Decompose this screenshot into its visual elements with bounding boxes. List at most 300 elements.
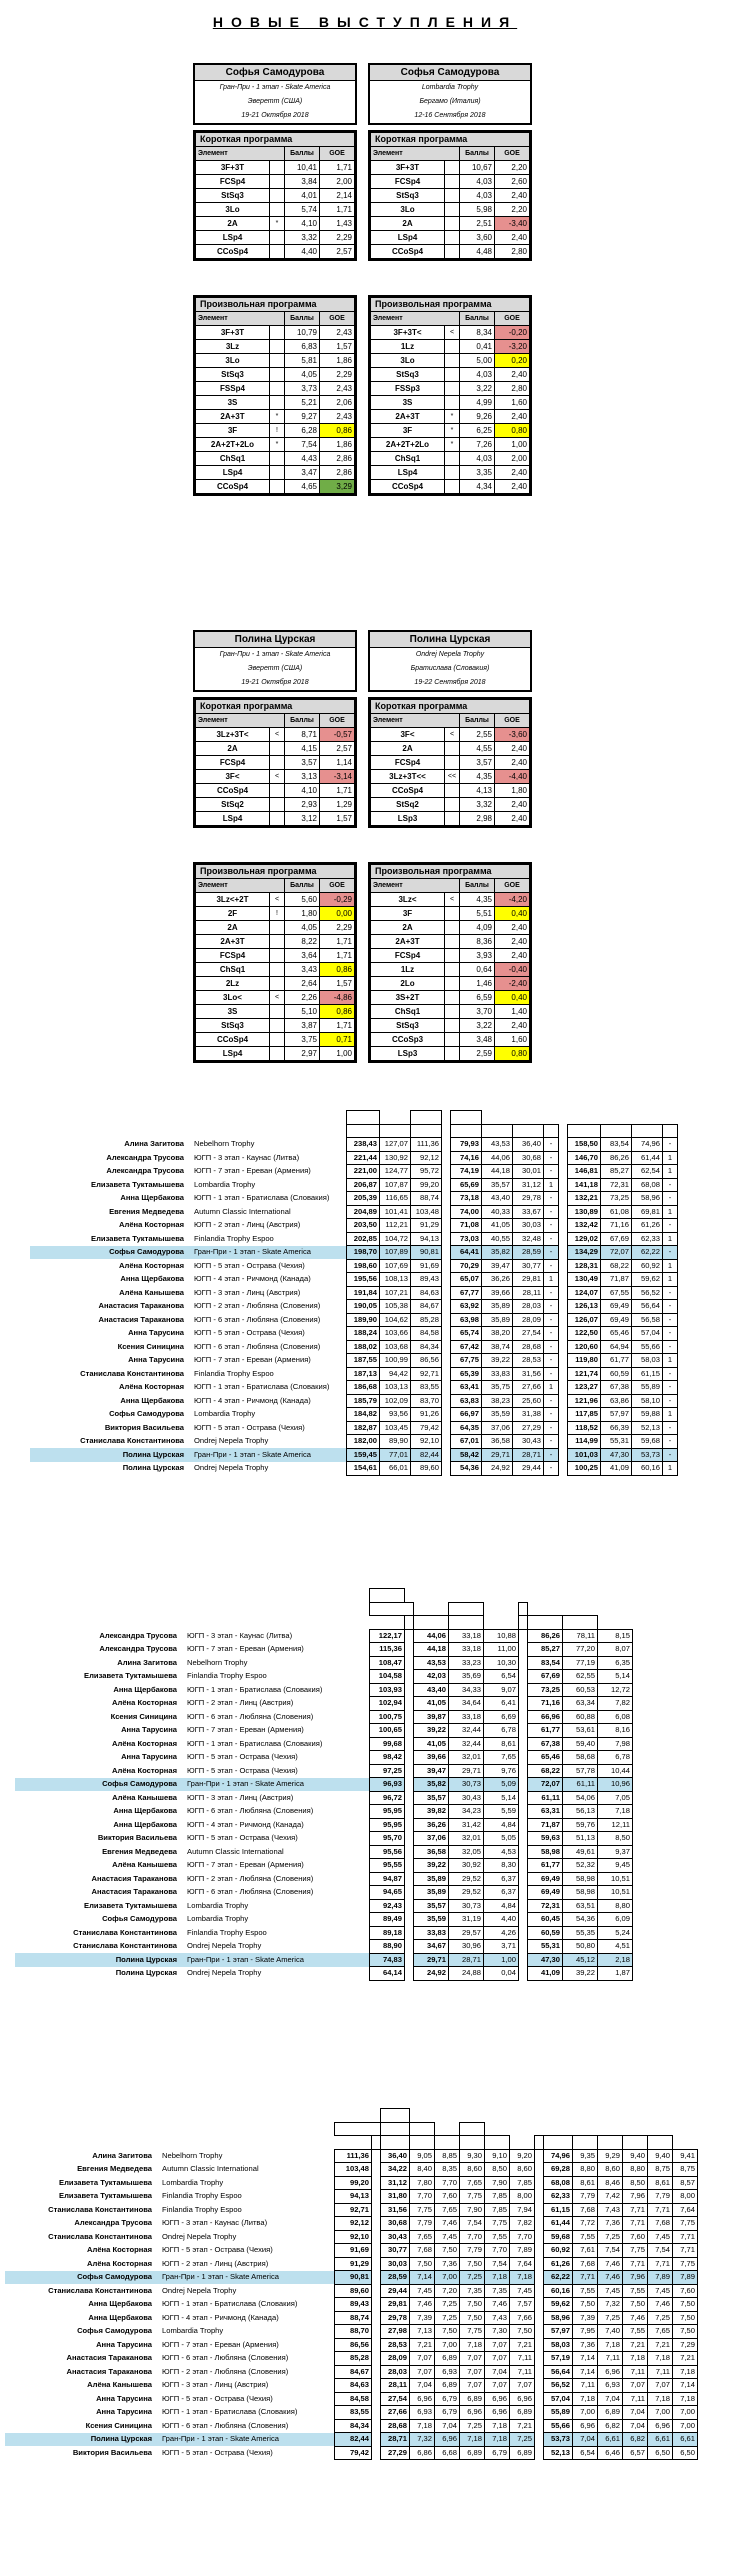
event-place: Эверетт (США) [247, 665, 303, 672]
value-cell: 33,18 [449, 1710, 484, 1724]
value-cell: 158,50 [568, 1138, 601, 1152]
value-cell: 29,78 [381, 2311, 410, 2325]
element-row [371, 175, 530, 189]
value-cell: 96,72 [370, 1791, 405, 1805]
value-cell: 1 [544, 1381, 559, 1395]
value-cell: 121,74 [568, 1367, 601, 1381]
spacer [15, 1616, 370, 1630]
column-gap [519, 1818, 528, 1832]
column-gap [405, 1778, 414, 1792]
element-code: 2A [196, 217, 270, 231]
event-name: Lombardia Trophy [162, 2177, 224, 2187]
athlete-name: Анна Тарусина [96, 2393, 152, 2403]
value-cell: 33,67 [513, 1205, 544, 1219]
athlete-name: Ксения Синицина [110, 1711, 177, 1721]
value-cell: 8,60 [510, 2163, 535, 2177]
value-cell: 7,71 [648, 2257, 673, 2271]
element-goe: 1,86 [320, 438, 355, 452]
value-cell: 42,03 [414, 1670, 449, 1684]
element-header: Элемент [196, 879, 285, 893]
value-cell: 10,30 [484, 1656, 519, 1670]
value-cell: 68,22 [601, 1259, 632, 1273]
value-cell: 79,93 [451, 1138, 482, 1152]
value-cell: 24,92 [482, 1462, 513, 1476]
value-cell: 100,25 [568, 1462, 601, 1476]
element-goe: 2,40 [495, 756, 530, 770]
value-cell: 89,60 [411, 1462, 442, 1476]
spacer [5, 2136, 335, 2150]
value-cell: 27,98 [381, 2325, 410, 2339]
element-row [196, 921, 355, 935]
value-cell: - [544, 1300, 559, 1314]
event-name: ЮГП - 3 этап - Каунас (Литва) [194, 1152, 300, 1162]
element-mark [445, 1019, 460, 1033]
value-cell: - [544, 1165, 559, 1179]
element-mark: * [445, 410, 460, 424]
section-title: Произвольная программа [196, 865, 355, 879]
value-cell: 69,49 [528, 1872, 563, 1886]
element-mark [270, 756, 285, 770]
event-name: ЮГП - 3 этап - Линц (Австрия) [162, 2380, 269, 2389]
element-points: 4,05 [285, 368, 320, 382]
column-gap [559, 1354, 568, 1368]
element-mark: * [270, 410, 285, 424]
element-mark: < [445, 893, 460, 907]
value-cell: 7,11 [623, 2392, 648, 2406]
table-row [5, 2271, 698, 2285]
value-cell: 102,09 [380, 1394, 411, 1408]
element-row [196, 410, 355, 424]
value-cell: - [663, 1178, 678, 1192]
technique.headers.goe [449, 1616, 484, 1630]
value-cell: 29,57 [449, 1926, 484, 1940]
components.headers.all [535, 2136, 544, 2150]
value-cell: 4,40 [484, 1913, 519, 1927]
short-program-table [368, 130, 532, 261]
value-cell: 198,60 [347, 1259, 380, 1273]
goe-header: GOE [320, 714, 355, 728]
value-cell: 7,68 [573, 2257, 598, 2271]
value-cell: 60,59 [601, 1367, 632, 1381]
value-cell: 12,72 [598, 1683, 633, 1697]
spacer [15, 1589, 370, 1603]
value-cell: 44,18 [414, 1643, 449, 1657]
value-cell: 40,33 [482, 1205, 513, 1219]
column-gap [442, 1313, 451, 1327]
element-row [196, 161, 355, 175]
value-cell: 7,18 [573, 2392, 598, 2406]
spacer [30, 1124, 347, 1138]
value-cell: 121,96 [568, 1394, 601, 1408]
athlete-name: Софья Самодурова [102, 1914, 177, 1923]
event-name: ЮГП - 4 этап - Ричмонд (Канада) [187, 1819, 304, 1829]
element-row [371, 1047, 530, 1061]
value-cell: 182,87 [347, 1421, 380, 1435]
table-row [30, 1394, 678, 1408]
value-cell: 7,46 [410, 2298, 435, 2312]
value-cell: 119,80 [568, 1354, 601, 1368]
athlete-name: Анна Тарусина [121, 1752, 177, 1761]
event-name: Autumn Classic International [187, 1846, 284, 1856]
element-code: 2F [196, 907, 270, 921]
element-code: 2A+2T+2Lo [196, 438, 270, 452]
value-cell: 39,47 [482, 1259, 513, 1273]
event-dates: 19-22 Сентября 2018 [414, 679, 486, 686]
element-points: 2,55 [460, 728, 495, 742]
value-cell: 30,03 [381, 2257, 410, 2271]
value-cell: 58,98 [563, 1886, 598, 1900]
value-cell: 35,59 [414, 1913, 449, 1927]
element-row [371, 480, 530, 494]
value-cell: 55,31 [528, 1940, 563, 1954]
event-dates: 19-21 Октября 2018 [241, 679, 309, 686]
element-header: Элемент [371, 312, 460, 326]
value-cell: 9,37 [598, 1845, 633, 1859]
event-name: ЮГП - 5 этап - Острава (Чехия) [162, 2393, 273, 2403]
value-cell: 7,18 [648, 2392, 673, 2406]
event-name: ЮГП - 1 этап - Братислава (Словакия) [162, 2299, 298, 2308]
table-row [5, 2446, 698, 2460]
column-gap [372, 2433, 381, 2447]
element-code: 3S [196, 1005, 270, 1019]
element-mark [445, 354, 460, 368]
value-cell: 108,47 [370, 1656, 405, 1670]
value-cell: 43,53 [414, 1656, 449, 1670]
element-points: 5,51 [460, 907, 495, 921]
value-cell: 7,18 [598, 1805, 633, 1819]
value-cell: 6,50 [673, 2446, 698, 2460]
value-cell: 71,87 [601, 1273, 632, 1287]
event-name: Finlandia Trophy Espoo [194, 1368, 274, 1378]
value-cell: 7,80 [410, 2176, 435, 2190]
element-row [371, 245, 530, 259]
section-header-row [371, 133, 530, 147]
column-gap [442, 1381, 451, 1395]
table-row [15, 1778, 633, 1792]
element-points: 5,98 [460, 203, 495, 217]
element-mark: * [445, 438, 460, 452]
components.headers.all [372, 2136, 381, 2150]
value-cell: 6,61 [673, 2433, 698, 2447]
value-cell: 60,53 [563, 1683, 598, 1697]
components.headers.sk [381, 2136, 410, 2150]
value-cell: 7,45 [510, 2284, 535, 2298]
element-mark [445, 340, 460, 354]
element-points: 8,34 [460, 326, 495, 340]
value-cell: 28,59 [381, 2271, 410, 2285]
value-cell: 7,50 [460, 2257, 485, 2271]
value-cell: 12,11 [598, 1818, 633, 1832]
element-points: 0,41 [460, 340, 495, 354]
value-cell: 89,43 [411, 1273, 442, 1287]
column-gap [559, 1394, 568, 1408]
column-gap [442, 1448, 451, 1462]
value-cell: 188,02 [347, 1340, 380, 1354]
value-cell: 7,35 [485, 2284, 510, 2298]
value-cell: 1,00 [484, 1953, 519, 1967]
element-row [371, 798, 530, 812]
element-code: 3Lo [371, 354, 445, 368]
element-row [371, 977, 530, 991]
value-cell: 95,55 [370, 1859, 405, 1873]
event-name: ЮГП - 5 этап - Острава (Чехия) [194, 1328, 305, 1337]
column-gap [435, 2122, 460, 2136]
element-goe: 0,20 [495, 354, 530, 368]
value-cell: - [544, 1286, 559, 1300]
value-cell: 44,06 [414, 1629, 449, 1643]
value-cell: 89,43 [335, 2298, 372, 2312]
value-cell: 7,11 [623, 2365, 648, 2379]
value-cell: 7,04 [410, 2379, 435, 2393]
event-name: ЮГП - 5 этап - Острава (Чехия) [194, 1260, 305, 1270]
section-header-row [371, 298, 530, 312]
event-name: Nebelhorn Trophy [187, 1657, 248, 1667]
element-points: 4,03 [460, 452, 495, 466]
value-cell: 78,11 [563, 1629, 598, 1643]
element-row [196, 977, 355, 991]
column-gap [442, 1192, 451, 1206]
value-cell: 69,49 [601, 1313, 632, 1327]
value-cell: 103,48 [335, 2163, 372, 2177]
column-gap [559, 1138, 568, 1152]
value-cell: 61,08 [601, 1205, 632, 1219]
points-header: Баллы [460, 714, 495, 728]
column-gap [372, 2284, 381, 2298]
value-cell: 7,82 [510, 2217, 535, 2231]
event-name: Ondrej Nepela Trophy [187, 1968, 262, 1977]
element-mark: < [445, 728, 460, 742]
element-mark: * [270, 438, 285, 452]
element-goe: 2,40 [495, 480, 530, 494]
event-name: ЮГП - 7 этап - Ереван (Армения) [194, 1166, 311, 1175]
value-cell: 96,93 [370, 1778, 405, 1792]
value-cell: 7,85 [485, 2203, 510, 2217]
event-name: Гран-При - 1 этап - Skate America [182, 1778, 370, 1792]
value-cell: 63,41 [451, 1381, 482, 1395]
technique.headers.goe [563, 1616, 598, 1630]
element-code: CCoSp4 [196, 1033, 270, 1047]
free-program-table [193, 862, 357, 1063]
column-gap [535, 2244, 544, 2258]
value-cell: 8,00 [673, 2190, 698, 2204]
element-goe: 1,43 [320, 217, 355, 231]
element-goe: 3,29 [320, 480, 355, 494]
value-cell: 29,71 [449, 1764, 484, 1778]
event-name: ЮГП - 3 этап - Каунас (Литва) [162, 2218, 268, 2227]
value-cell: 7,50 [460, 2298, 485, 2312]
table-row [30, 1205, 678, 1219]
athlete-name: Алёна Косторная [87, 2245, 152, 2254]
value-cell: 39,22 [414, 1724, 449, 1738]
athlete-name: Александра Трусова [106, 1166, 184, 1175]
free-program-table [368, 862, 532, 1063]
column-gap [559, 1367, 568, 1381]
value-cell: 6,68 [435, 2446, 460, 2460]
value-cell: 6,54 [484, 1670, 519, 1684]
athlete-name: Софья Самодурова [30, 1246, 189, 1260]
value-cell: 6,89 [435, 2352, 460, 2366]
value-cell: 7,43 [485, 2311, 510, 2325]
value-cell: 67,69 [528, 1670, 563, 1684]
value-cell: 30,68 [513, 1151, 544, 1165]
value-cell: 101,41 [380, 1205, 411, 1219]
value-cell: 100,75 [370, 1710, 405, 1724]
section-title: Произвольная программа [371, 865, 530, 879]
column-gap [519, 1751, 528, 1765]
value-cell: 6,89 [460, 2446, 485, 2460]
element-goe: 1,29 [320, 798, 355, 812]
value-cell: 77,01 [380, 1448, 411, 1462]
value-cell: 92,71 [411, 1367, 442, 1381]
element-mark [445, 466, 460, 480]
value-cell: 7,54 [598, 2244, 623, 2258]
element-row [371, 1019, 530, 1033]
value-cell: 88,74 [335, 2311, 372, 2325]
element-goe: -4,86 [320, 991, 355, 1005]
table-row [5, 2433, 698, 2447]
spacer [5, 2109, 372, 2123]
column-gap [519, 1859, 528, 1873]
value-cell: 31,56 [513, 1367, 544, 1381]
value-cell: 32,01 [449, 1832, 484, 1846]
value-cell: 104,72 [380, 1232, 411, 1246]
element-code: FCSp4 [196, 949, 270, 963]
element-mark [270, 798, 285, 812]
value-cell: 64,35 [451, 1421, 482, 1435]
components.headers.sk [544, 2136, 573, 2150]
column-gap [405, 1737, 414, 1751]
page-title: НОВЫЕ ВЫСТУПЛЕНИЯ [212, 14, 518, 30]
element-points: 6,83 [285, 340, 320, 354]
value-cell: 7,45 [648, 2230, 673, 2244]
value-cell: 122,17 [370, 1629, 405, 1643]
column-gap [535, 2338, 544, 2352]
element-code: LSp4 [196, 812, 270, 826]
value-cell: 7,45 [435, 2230, 460, 2244]
element-code: 1Lz [371, 963, 445, 977]
element-mark: < [270, 991, 285, 1005]
column-gap [372, 2109, 381, 2123]
athlete-name: Виктория Васильева [97, 1833, 177, 1842]
element-row [371, 189, 530, 203]
value-cell: 63,34 [563, 1697, 598, 1711]
components.headers.total [335, 2122, 381, 2136]
value-cell: 27,29 [381, 2446, 410, 2460]
value-cell: 56,13 [563, 1805, 598, 1819]
components.headers.short [410, 2122, 435, 2136]
value-cell: 6,82 [623, 2433, 648, 2447]
value-cell: 6,96 [485, 2406, 510, 2420]
value-cell: 107,21 [380, 1286, 411, 1300]
element-points: 3,22 [460, 1019, 495, 1033]
element-code: CCoSp3 [371, 1033, 445, 1047]
value-cell: 34,23 [449, 1805, 484, 1819]
value-cell: 61,77 [601, 1354, 632, 1368]
event-name: ЮГП - 2 этап - Любляна (Словения) [162, 2366, 289, 2376]
column-gap [442, 1394, 451, 1408]
athlete-name: Анастасия Тараканова [66, 2353, 152, 2362]
value-cell: 6,96 [573, 2419, 598, 2433]
value-cell: 7,20 [435, 2284, 460, 2298]
athlete-name: Александра Трусова [99, 1630, 177, 1640]
element-row [196, 189, 355, 203]
element-code: 3F+3T [371, 161, 445, 175]
value-cell: 83,55 [411, 1381, 442, 1395]
table-row [15, 1670, 633, 1684]
value-cell: 1 [663, 1232, 678, 1246]
element-mark: * [445, 424, 460, 438]
value-cell: 8,46 [598, 2176, 623, 2190]
element-goe: 1,00 [320, 1047, 355, 1061]
column-gap [405, 1872, 414, 1886]
athlete-name: Станислава Константинова [48, 2285, 152, 2295]
value-cell: 7,21 [410, 2338, 435, 2352]
value-cell: 92,43 [370, 1899, 405, 1913]
value-cell: 61,15 [544, 2203, 573, 2217]
value-cell: 7,18 [410, 2419, 435, 2433]
value-cell: 7,75 [673, 2257, 698, 2271]
element-code: ChSq1 [196, 452, 270, 466]
value-cell: 221,00 [347, 1165, 380, 1179]
element-code: CCoSp4 [371, 245, 445, 259]
athlete-name: Алёна Канышева [112, 1792, 177, 1802]
title-row [5, 2109, 698, 2123]
element-code: 3F+3T [196, 326, 270, 340]
column-gap [559, 1286, 568, 1300]
value-cell: 107,87 [380, 1178, 411, 1192]
table-row [30, 1273, 678, 1287]
element-points: 4,40 [285, 245, 320, 259]
column-gap [559, 1273, 568, 1287]
element-code: 3Lz+3T<< [371, 770, 445, 784]
element-points: 10,67 [460, 161, 495, 175]
value-cell: 8,40 [410, 2163, 435, 2177]
column-gap [370, 1616, 405, 1630]
value-cell: 7,07 [410, 2352, 435, 2366]
element-code: StSq3 [196, 1019, 270, 1033]
element-mark [445, 949, 460, 963]
value-cell: 28,09 [381, 2352, 410, 2366]
event-name: ЮГП - 5 этап - Острава (Чехия) [162, 2447, 273, 2457]
event-name: ЮГП - 6 этап - Любляна (Словения) [162, 2353, 289, 2362]
value-cell: 8,61 [484, 1737, 519, 1751]
value-cell: 58,03 [544, 2338, 573, 2352]
column-gap [442, 1421, 451, 1435]
value-cell: 70,29 [451, 1259, 482, 1273]
value-cell: 58,98 [563, 1872, 598, 1886]
value-cell: - [663, 1313, 678, 1327]
value-cell: 61,77 [528, 1724, 563, 1738]
element-row [371, 784, 530, 798]
value-cell: 59,63 [528, 1832, 563, 1846]
column-gap [442, 1462, 451, 1476]
element-mark [270, 382, 285, 396]
table-row [5, 2338, 698, 2352]
value-cell: 6,57 [623, 2446, 648, 2460]
column-gap [535, 2298, 544, 2312]
table-row [15, 1805, 633, 1819]
element-goe: 2,40 [495, 812, 530, 826]
value-cell: 74,96 [544, 2149, 573, 2163]
value-cell: 7,00 [673, 2419, 698, 2433]
value-cell: 7,65 [460, 2176, 485, 2190]
value-cell: 7,85 [485, 2190, 510, 2204]
totals.headers.tech [601, 1124, 632, 1138]
value-cell: 55,66 [544, 2419, 573, 2433]
value-cell: 6,93 [435, 2365, 460, 2379]
value-cell: 116,65 [380, 1192, 411, 1206]
section-title: Произвольная программа [196, 298, 355, 312]
